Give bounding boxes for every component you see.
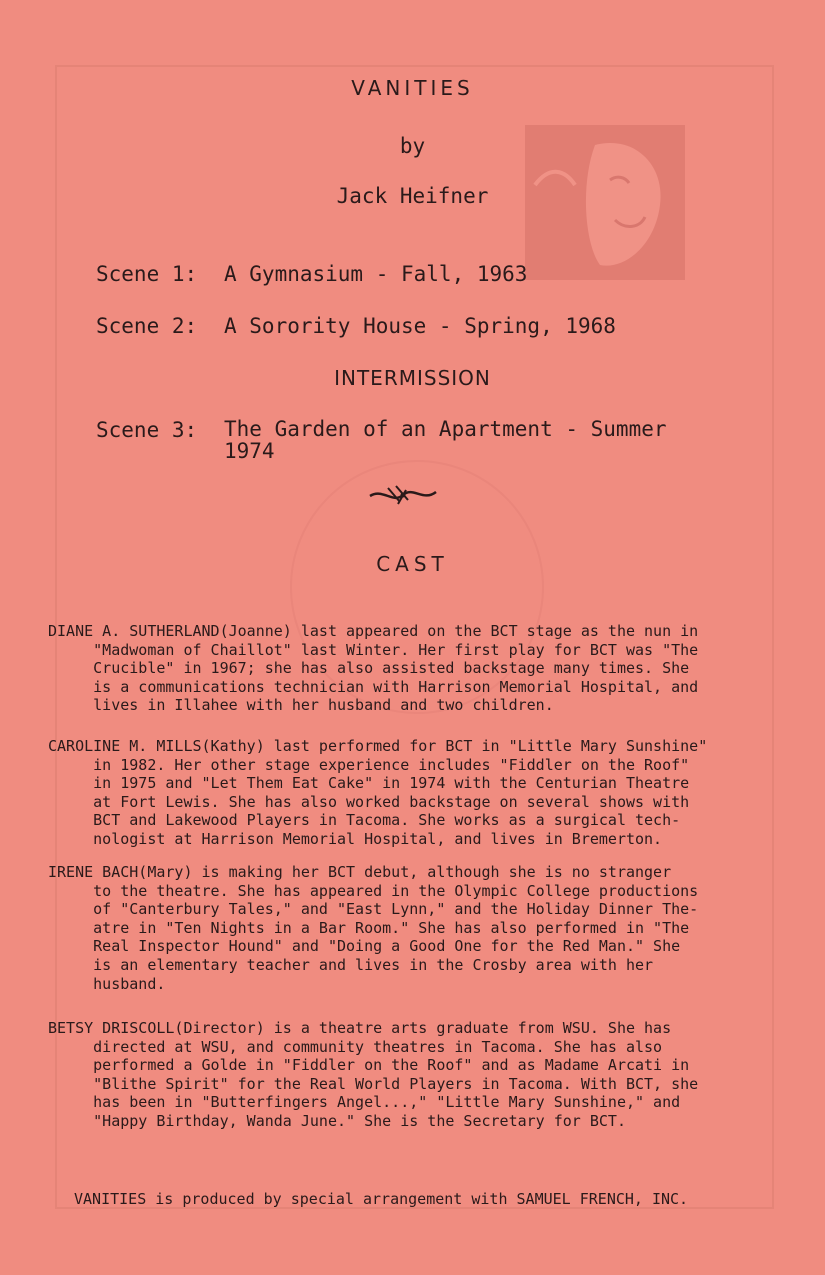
cast-bio-bach: IRENE BACH(Mary) is making her BCT debut, although she is no stranger to the theatre. She has appeared in the Olympic College productions of "Canterbury Tales," and "East Lynn," and the Holiday Dinner The- atre in "Ten Nights in a Bar Room." She has also performed in "The Real Inspector Hound" and "Doing a Good One for the Red Man." She is an elementary teacher and lives in the Crosby area with her husband. (48, 863, 699, 993)
cast-bio-mills: CAROLINE M. MILLS(Kathy) last performed for BCT in "Little Mary Sunshine" in 1982. Her other stage experience includes "Fiddler on the Roof" in 1975 and "Let Them Eat Cake" in 1974 with the Centurian Theatre at Fort Lewis. She has also worked backstage on several shows with BCT and Lakewood Players in Tacoma. She works as a surgical tech- nologist at Harrison Memorial Hospital, and lives in Bremerton. (48, 737, 708, 848)
cast-bio-sutherland: DIANE A. SUTHERLAND(Joanne) last appeared on the BCT stage as the nun in "Madwoman of Chaillot" last Winter. Her first play for BCT was "The Crucible" in 1967; she has also assisted backstage many times. She is a communications technician with Harrison Memorial Hospital, and lives in Illahee with her husband and two children. (48, 622, 699, 715)
play-title: VANITIES (351, 76, 474, 100)
scene-setting: The Garden of an Apartment - Summer 1974 (224, 417, 667, 463)
scene-3 (96, 418, 667, 462)
cast-heading: CAST (376, 552, 449, 576)
scene-label: Scene 2: (96, 314, 198, 338)
scene-1 (96, 262, 527, 286)
flourish-ornament-icon (368, 482, 438, 508)
intermission-heading: INTERMISSION (334, 366, 491, 390)
cast-bio-driscoll: BETSY DRISCOLL(Director) is a theatre arts graduate from WSU. She has directed at WSU, and community theatres in Tacoma. She has also performed a Golde in "Fiddler on the Roof" and as Madame Arcati in "Blithe Spirit" for the Real World Players in Tacoma. With BCT, she has been in "Butterfingers Angel...," "Little Mary Sunshine," and "Happy Birthday, Wanda June." She is the Secretary for BCT. (48, 1019, 699, 1130)
scene-2 (96, 314, 616, 338)
playwright-name: Jack Heifner (336, 184, 489, 208)
scene-label: Scene 1: (96, 262, 198, 286)
byline: by (399, 134, 426, 158)
scene-setting: A Gymnasium - Fall, 1963 (224, 262, 528, 286)
scene-label: Scene 3: (96, 418, 198, 442)
scene-setting: A Sorority House - Spring, 1968 (224, 314, 616, 338)
rights-notice: VANITIES is produced by special arrangement with SAMUEL FRENCH, INC. (74, 1190, 689, 1208)
